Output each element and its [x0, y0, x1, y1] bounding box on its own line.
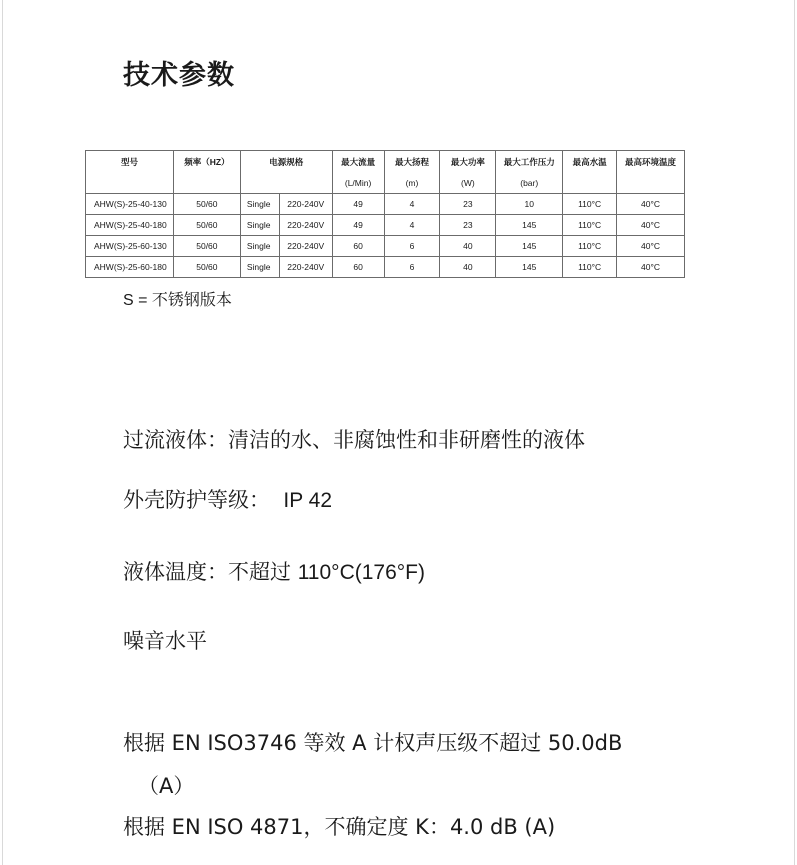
- cell-max-water-temp: 110°C: [563, 236, 617, 257]
- header-frequency: 频率（HZ）: [173, 151, 240, 173]
- table-row: [86, 215, 685, 236]
- cell-phase: Single: [240, 215, 279, 236]
- cell-frequency: 50/60: [173, 257, 240, 278]
- cell-max-flow: 49: [332, 215, 384, 236]
- temperature-value: 110°C(176°F): [297, 561, 425, 584]
- cell-frequency: 50/60: [173, 236, 240, 257]
- cell-max-ambient-temp: 40°C: [617, 236, 685, 257]
- cell-voltage: 220-240V: [279, 215, 332, 236]
- cell-max-flow: 60: [332, 257, 384, 278]
- unit-max-flow: (L/Min): [332, 172, 384, 194]
- noise-heading: 噪音水平: [123, 629, 207, 653]
- cell-frequency: 50/60: [173, 194, 240, 215]
- spec-table: [85, 150, 685, 278]
- iso3746-line: 根据 EN ISO3746 等效 A 计权声压级不超过 50.0dB: [123, 731, 623, 755]
- cell-max-water-temp: 110°C: [563, 257, 617, 278]
- header-max-power: 最大功率: [440, 151, 496, 173]
- unit-max-pressure: (bar): [496, 172, 563, 194]
- cell-max-head: 4: [384, 215, 440, 236]
- protection-label: 外壳防护等级：: [123, 488, 270, 512]
- cell-model: AHW(S)-25-60-180: [86, 257, 174, 278]
- temperature-label: 液体温度：不超过: [123, 560, 298, 584]
- page-edge-right: [794, 0, 795, 865]
- cell-max-power: 23: [440, 215, 496, 236]
- protection-paragraph: [123, 485, 332, 516]
- cell-phase: Single: [240, 194, 279, 215]
- section-title: 技术参数: [123, 60, 235, 91]
- header-max-head: 最大扬程: [384, 151, 440, 173]
- cell-voltage: 220-240V: [279, 257, 332, 278]
- cell-max-power: 23: [440, 194, 496, 215]
- unit-max-water-temp: [563, 172, 617, 194]
- table-row: [86, 257, 685, 278]
- cell-max-head: 6: [384, 236, 440, 257]
- protection-value: IP 42: [283, 489, 333, 512]
- cell-max-head: 4: [384, 194, 440, 215]
- cell-max-pressure: 145: [496, 257, 563, 278]
- unit-frequency: [173, 172, 240, 194]
- table-units-row: [86, 172, 685, 194]
- unit-max-power: (W): [440, 172, 496, 194]
- cell-max-water-temp: 110°C: [563, 215, 617, 236]
- header-max-ambient-temp: 最高环境温度: [617, 151, 685, 173]
- unit-power-supply: [240, 172, 332, 194]
- note-prefix: S =: [123, 292, 152, 309]
- header-max-water-temp: 最高水温: [563, 151, 617, 173]
- stainless-note: [123, 288, 232, 313]
- cell-max-flow: 49: [332, 194, 384, 215]
- cell-model: AHW(S)-25-40-180: [86, 215, 174, 236]
- cell-max-flow: 60: [332, 236, 384, 257]
- cell-max-ambient-temp: 40°C: [617, 215, 685, 236]
- cell-voltage: 220-240V: [279, 194, 332, 215]
- header-model: 型号: [86, 151, 174, 173]
- cell-max-head: 6: [384, 257, 440, 278]
- cell-max-power: 40: [440, 236, 496, 257]
- unit-max-ambient-temp: [617, 172, 685, 194]
- unit-model: [86, 172, 174, 194]
- cell-phase: Single: [240, 257, 279, 278]
- page-edge-left: [2, 0, 3, 865]
- table-row: [86, 194, 685, 215]
- fluid-paragraph: 过流液体：清洁的水、非腐蚀性和非研磨性的液体: [123, 428, 585, 452]
- table-row: [86, 236, 685, 257]
- cell-max-water-temp: 110°C: [563, 194, 617, 215]
- cell-max-ambient-temp: 40°C: [617, 194, 685, 215]
- iso4871-line: 根据 EN ISO 4871，不确定度 K：4.0 dB (A): [123, 815, 556, 839]
- cell-voltage: 220-240V: [279, 236, 332, 257]
- table-header-row: [86, 151, 685, 173]
- cell-phase: Single: [240, 236, 279, 257]
- cell-max-power: 40: [440, 257, 496, 278]
- header-power-supply: 电源规格: [240, 151, 332, 173]
- note-text: 不锈钢版本: [151, 290, 232, 309]
- cell-max-pressure: 10: [496, 194, 563, 215]
- cell-max-pressure: 145: [496, 236, 563, 257]
- temperature-paragraph: [123, 557, 425, 588]
- header-max-flow: 最大流量: [332, 151, 384, 173]
- header-max-pressure: 最大工作压力: [496, 151, 563, 173]
- cell-max-pressure: 145: [496, 215, 563, 236]
- cell-model: AHW(S)-25-40-130: [86, 194, 174, 215]
- iso3746-continuation: （A）: [138, 774, 195, 798]
- cell-model: AHW(S)-25-60-130: [86, 236, 174, 257]
- cell-max-ambient-temp: 40°C: [617, 257, 685, 278]
- cell-frequency: 50/60: [173, 215, 240, 236]
- unit-max-head: (m): [384, 172, 440, 194]
